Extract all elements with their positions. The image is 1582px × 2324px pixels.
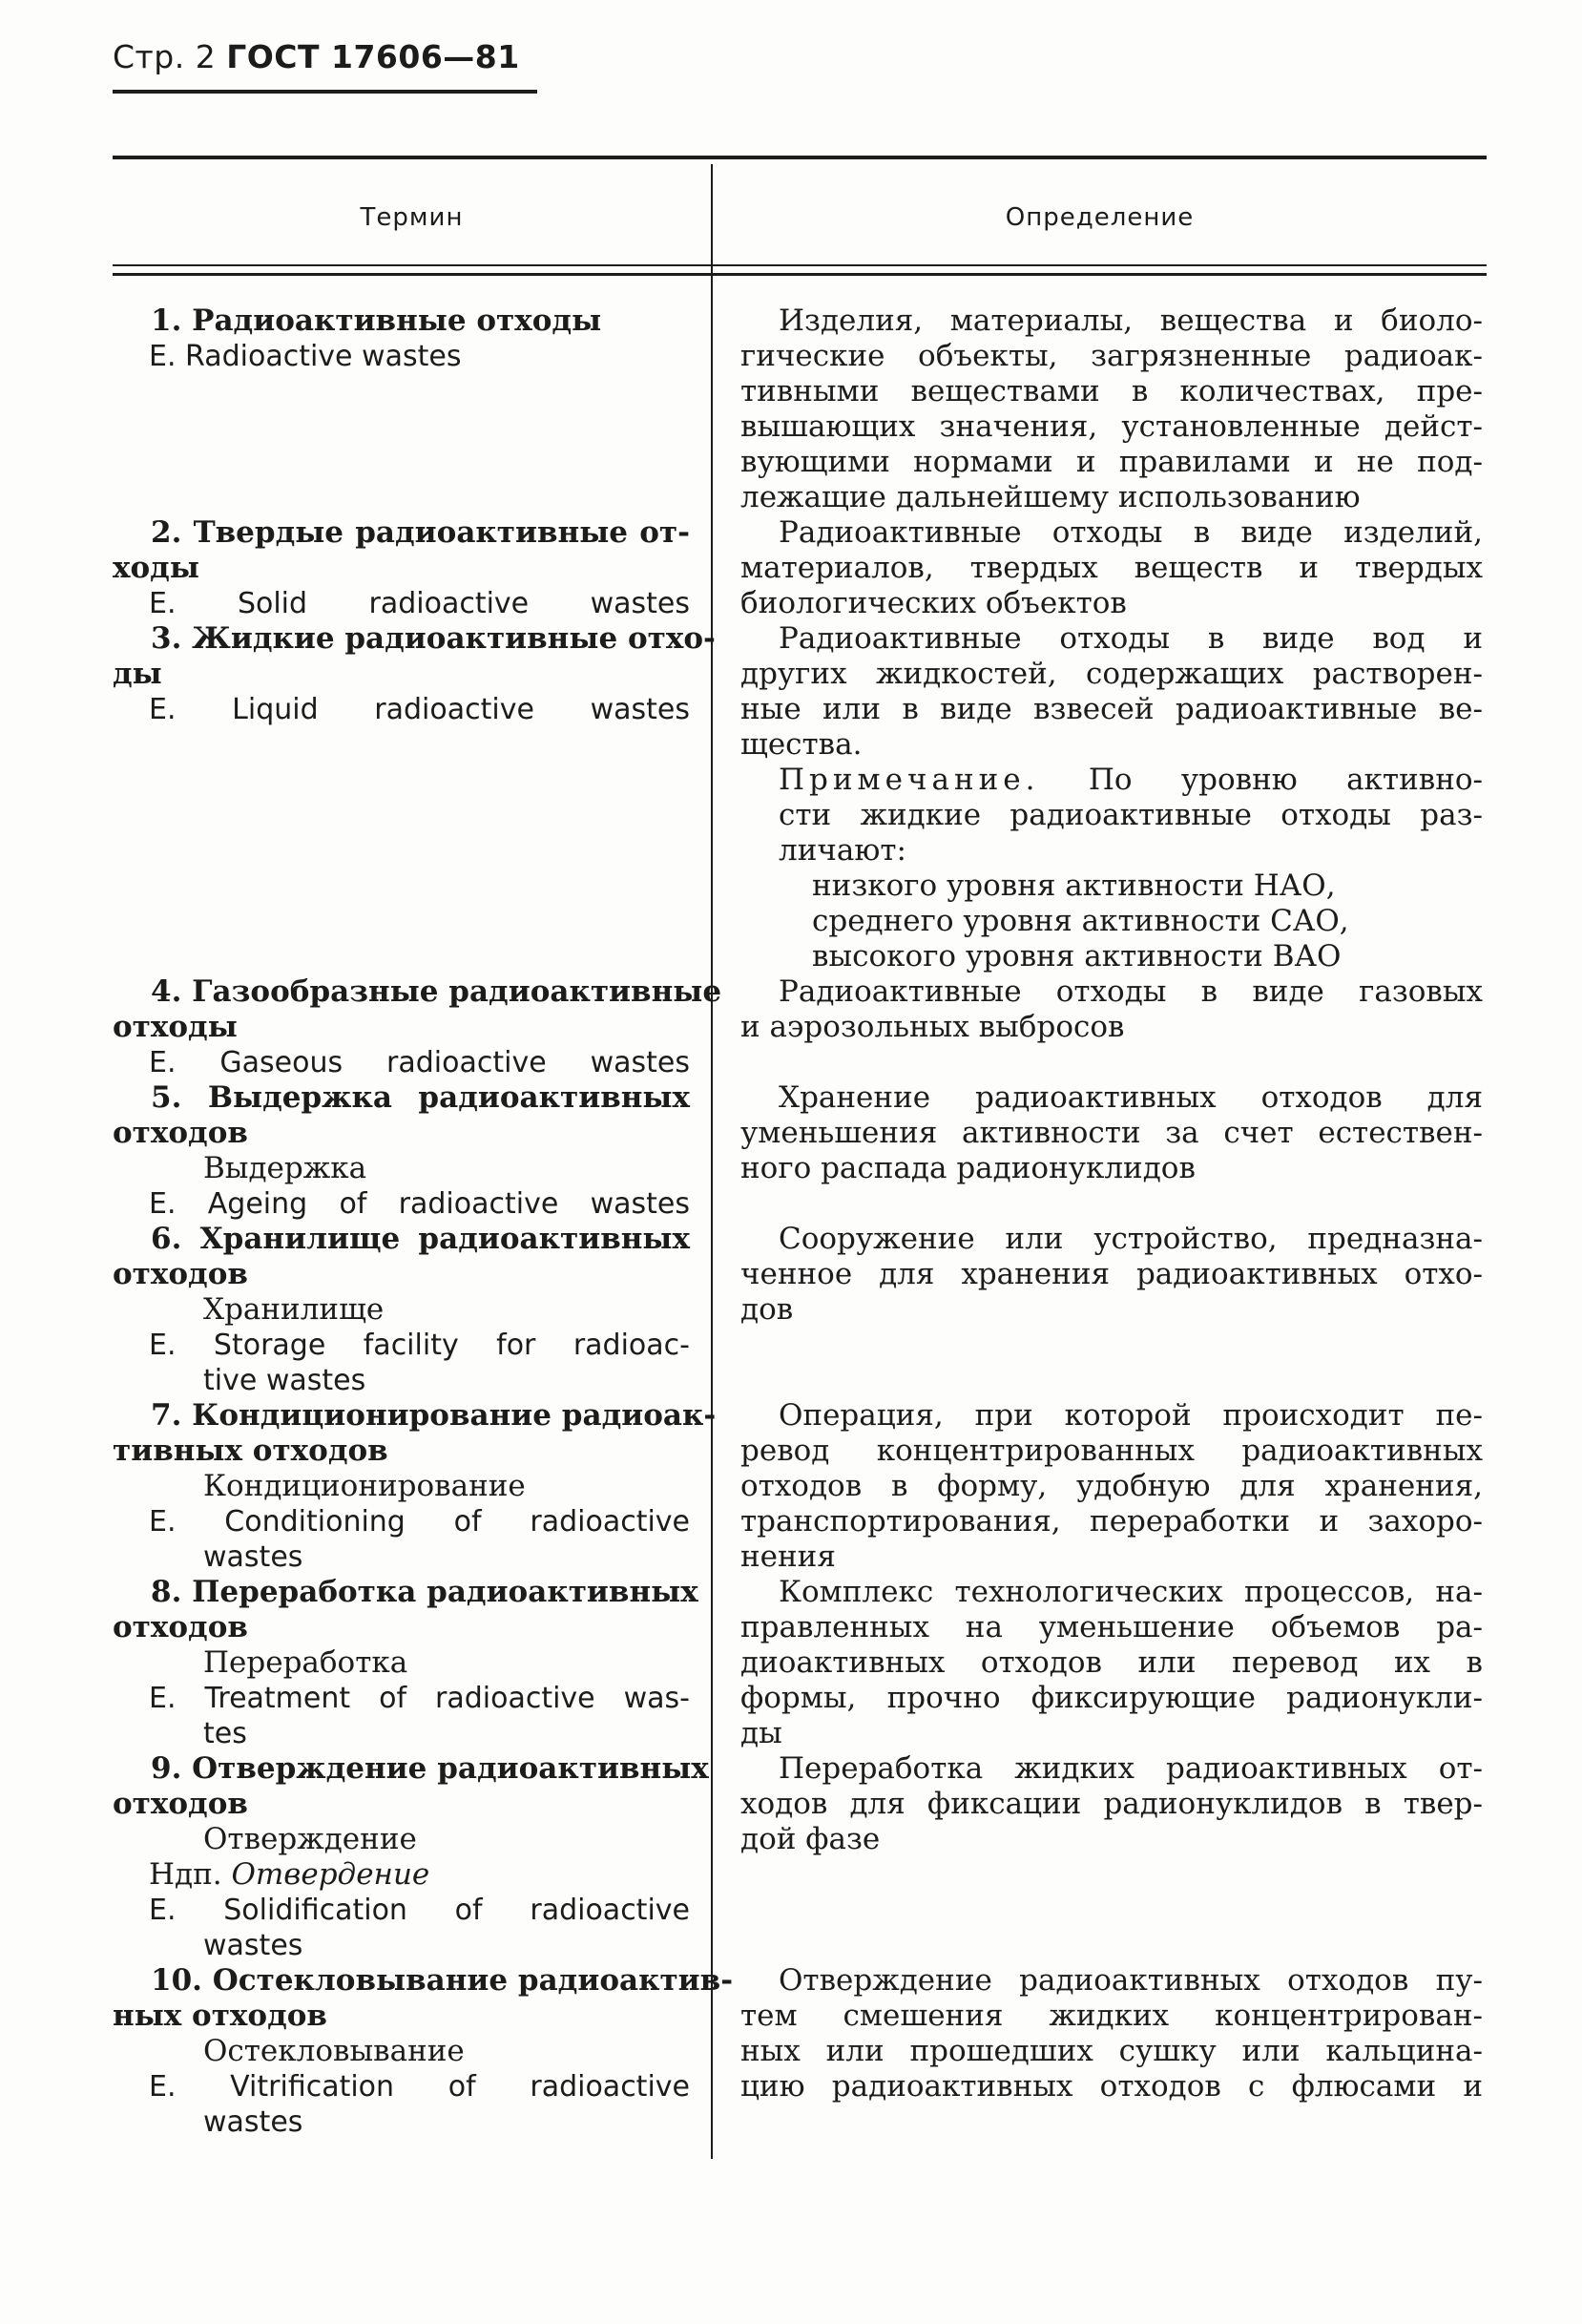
text-line: Сооружение или устройство, предназна- <box>779 1222 1483 1256</box>
definition-5 <box>740 1080 1483 1186</box>
text-line: ных или прошедших сушку или кальцина- <box>740 2034 1483 2068</box>
term-10 <box>113 1963 734 2140</box>
text-line: 3. Жидкие радиоактивные отхо- <box>151 621 716 656</box>
text-line: Переработка <box>203 1645 408 1680</box>
text-line: 10. Остекловывание радиоактив- <box>151 1963 734 1998</box>
term-5 <box>113 1080 690 1222</box>
text-line: 8. Переработка радиоактивных <box>151 1575 698 1609</box>
text-line: биологических объектов <box>740 586 1127 620</box>
term-8 <box>113 1575 698 1751</box>
table-top-rule <box>113 156 1487 159</box>
text-line: Радиоактивные отходы в виде газовых <box>779 974 1483 1009</box>
text-line: Комплекс технологических процессов, на- <box>779 1575 1483 1609</box>
text-line: Примечание. По уровню активно- <box>779 763 1483 797</box>
text-line: дой фазе <box>740 1822 881 1856</box>
text-line: ходы <box>113 551 199 585</box>
term-1 <box>113 304 690 374</box>
text-line: лежащие дальнейшему использованию <box>740 480 1361 514</box>
column-divider <box>711 164 713 2159</box>
text-line: нения <box>740 1539 836 1574</box>
text-line: Кондиционирование <box>203 1469 526 1503</box>
page-header <box>113 38 520 75</box>
text-line: формы, прочно фиксирующие радионукли- <box>740 1681 1483 1715</box>
text-line: ходов для фиксации радионуклидов в твер- <box>740 1787 1483 1821</box>
text-line: Отверждение радиоактивных отходов пу- <box>779 1963 1483 1998</box>
text-line: Изделия, материалы, вещества и биоло- <box>779 304 1483 338</box>
text-line: 4. Газообразные радиоактивные <box>151 974 722 1009</box>
text-line: Радиоактивные отходы в виде вод и <box>779 621 1483 656</box>
text-line: Выдержка <box>203 1151 367 1185</box>
definition-1 <box>740 304 1483 515</box>
text-line: ды <box>740 1716 782 1750</box>
definition-6 <box>740 1222 1483 1328</box>
text-line: тем смешения жидких концентрирован- <box>740 1999 1483 2033</box>
column-header-definition: Определение <box>1005 203 1195 232</box>
page-number: Стр. 2 <box>113 38 217 75</box>
text-line: Отверждение <box>203 1822 417 1856</box>
term-7 <box>113 1398 717 1575</box>
text-line: транспортирования, переработки и захоро- <box>740 1504 1483 1539</box>
text-line: 6. Хранилище радиоактивных <box>151 1222 690 1256</box>
text-line: E. Treatment of radioactive was- <box>149 1682 690 1715</box>
text-line: E. Liquid radioactive wastes <box>149 693 690 726</box>
text-line: 9. Отверждение радиоактивных <box>151 1751 709 1786</box>
definition-2 <box>740 515 1483 621</box>
text-line: tive wastes <box>203 1364 366 1397</box>
text-line: Ндп. Отвердение <box>149 1857 430 1892</box>
text-line: Радиоактивные отходы в виде изделий, <box>779 515 1483 550</box>
definition-3 <box>740 621 1483 974</box>
text-line: отходов <box>113 1257 248 1291</box>
text-line: отходы <box>113 1010 238 1044</box>
text-line: wastes <box>203 2105 303 2139</box>
text-line: wastes <box>203 1929 303 1962</box>
text-line: отходов <box>113 1787 248 1821</box>
text-line: E. Storage facility for radioac- <box>149 1329 690 1362</box>
text-line: других жидкостей, содержащих растворен- <box>740 657 1483 691</box>
text-line: гические объекты, загрязненные радиоак- <box>740 339 1483 373</box>
text-line: Операция, при которой происходит пе- <box>779 1398 1483 1433</box>
text-line: ды <box>113 657 162 691</box>
text-line: Остекловывание <box>203 2034 465 2068</box>
text-line: wastes <box>203 1540 303 1574</box>
term-3 <box>113 621 716 727</box>
text-line: уменьшения активности за счет естествен- <box>740 1116 1483 1150</box>
text-line: E. Solid radioactive wastes <box>149 587 690 620</box>
definition-7 <box>740 1398 1483 1575</box>
text-line: ного распада радионуклидов <box>740 1151 1196 1185</box>
header-rule-thick <box>113 273 1487 276</box>
standard-number: ГОСТ 17606—81 <box>226 38 520 75</box>
text-line: E. Radioactive wastes <box>149 340 462 373</box>
text-line: tes <box>203 1717 247 1750</box>
text-line: ные или в виде взвесей радиоактивные ве- <box>740 692 1483 726</box>
text-line: вующими нормами и правилами и не под- <box>740 445 1483 479</box>
text-line: правленных на уменьшение объемов ра- <box>740 1610 1483 1644</box>
text-line: отходов <box>113 1610 248 1644</box>
text-line: ных отходов <box>113 1999 327 2033</box>
text-line: 1. Радиоактивные отходы <box>151 304 602 338</box>
text-line: вышающих значения, установленные дейст- <box>740 409 1483 444</box>
text-line: E. Gaseous radioactive wastes <box>149 1046 690 1079</box>
term-6 <box>113 1222 690 1398</box>
text-line: сти жидкие радиоактивные отходы раз- <box>779 798 1483 832</box>
text-line: E. Vitrification of radioactive <box>149 2070 690 2104</box>
text-line: личают: <box>779 833 906 868</box>
text-line: отходов в форму, удобную для хранения, <box>740 1469 1483 1503</box>
text-line: отходов <box>113 1116 248 1150</box>
text-line: материалов, твердых веществ и твердых <box>740 551 1483 585</box>
definition-8 <box>740 1575 1483 1751</box>
definition-9 <box>740 1751 1483 1857</box>
text-line: E. Ageing of radioactive wastes <box>149 1187 690 1221</box>
header-underline <box>113 90 537 94</box>
text-line: Переработка жидких радиоактивных от- <box>779 1751 1483 1786</box>
text-line: Хранилище <box>203 1292 385 1327</box>
definition-4 <box>740 974 1483 1045</box>
text-line: дов <box>740 1292 794 1327</box>
term-4 <box>113 974 722 1080</box>
definition-10 <box>740 1963 1483 2104</box>
text-line: 5. Выдержка радиоактивных <box>151 1080 690 1115</box>
text-line: и аэрозольных выбросов <box>740 1010 1125 1044</box>
text-line: тивными веществами в количествах, пре- <box>740 374 1483 408</box>
column-header-term: Термин <box>360 203 464 232</box>
text-line: 2. Твердые радиоактивные от- <box>151 515 690 550</box>
text-line: среднего уровня активности САО, <box>812 904 1349 938</box>
text-line: цию радиоактивных отходов с флюсами и <box>740 2069 1483 2104</box>
text-line: E. Solidification of radioactive <box>149 1894 690 1927</box>
term-9 <box>113 1751 709 1963</box>
text-line: высокого уровня активности ВАО <box>812 939 1342 974</box>
text-line: тивных отходов <box>113 1434 388 1468</box>
text-line: низкого уровня активности НАО, <box>812 869 1336 903</box>
text-line: ченное для хранения радиоактивных отхо- <box>740 1257 1483 1291</box>
text-line: диоактивных отходов или перевод их в <box>740 1645 1483 1680</box>
text-line: E. Conditioning of radioactive <box>149 1505 690 1539</box>
header-rule-thin <box>113 264 1487 266</box>
term-2 <box>113 515 690 621</box>
text-line: 7. Кондиционирование радиоак- <box>151 1398 717 1433</box>
text-line: Хранение радиоактивных отходов для <box>779 1080 1483 1115</box>
text-line: щества. <box>740 727 863 762</box>
text-line: ревод концентрированных радиоактивных <box>740 1434 1483 1468</box>
